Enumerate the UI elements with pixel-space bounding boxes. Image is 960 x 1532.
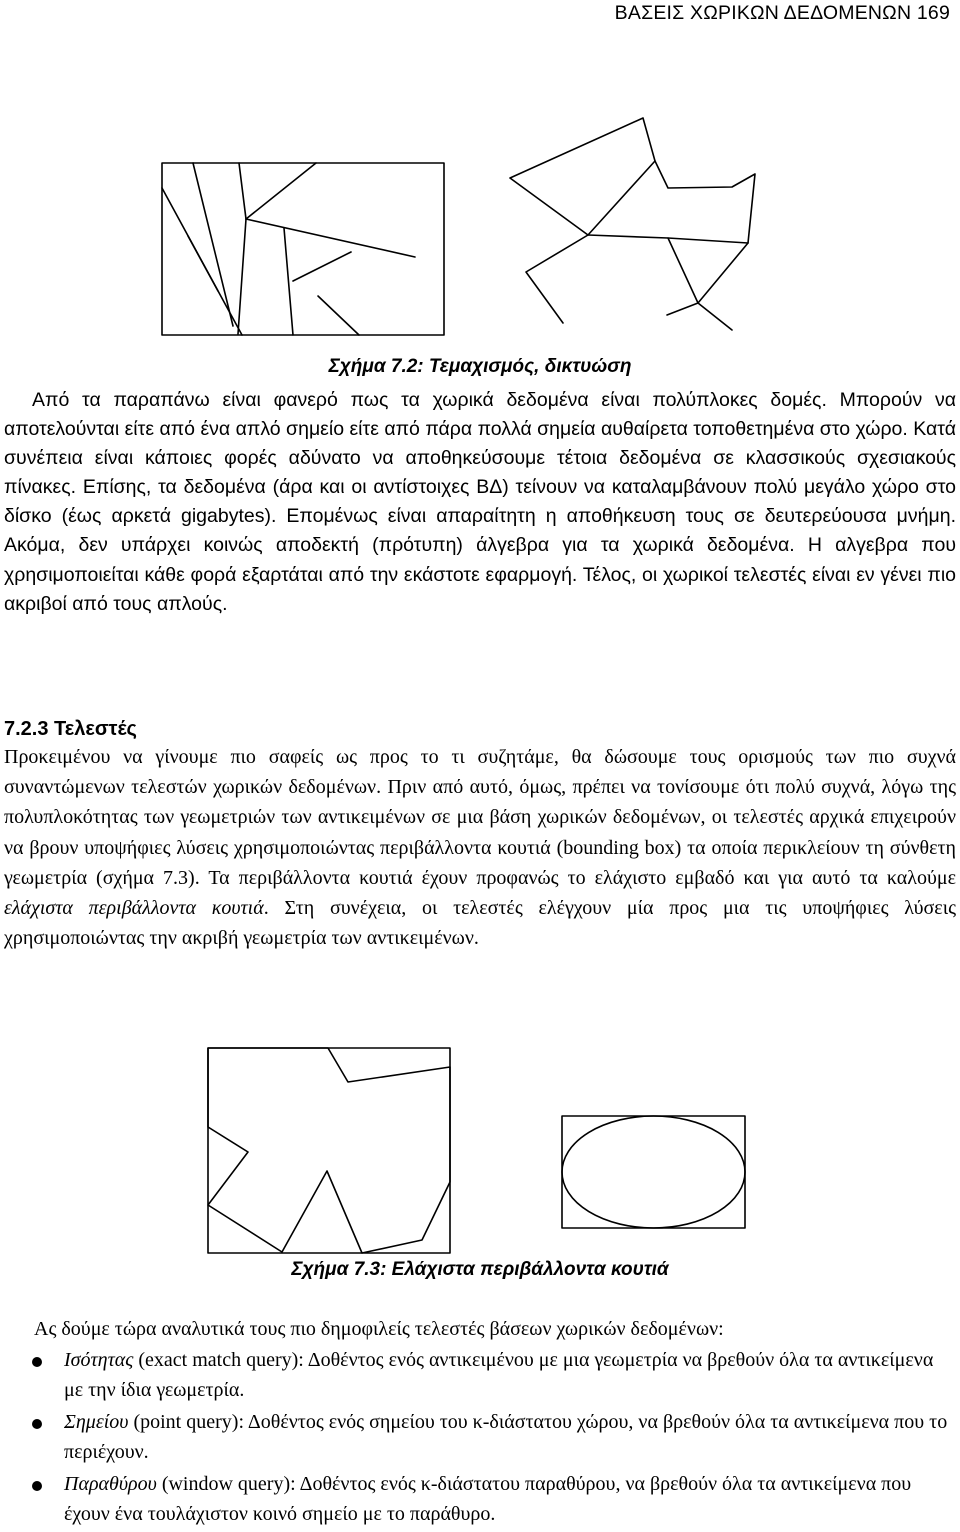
section-heading: 7.2.3 Τελεστές (4, 718, 137, 740)
operator-term: Σημείου (64, 1411, 129, 1433)
figure-7-3-drawing (196, 1032, 762, 1260)
figure-7-3-caption: Σχήμα 7.3: Ελάχιστα περιβάλλοντα κουτιά (291, 1259, 669, 1280)
running-header: ΒΑΣΕΙΣ ΧΩΡΙΚΩΝ ΔΕΔΟΜΕΝΩΝ 169 (614, 2, 950, 24)
bullet-icon (32, 1419, 42, 1429)
paragraph-2-text-b: . Στη συνέχεια, οι τελεστές ελέγχουν μία προς μια τις υποψήφιες λύσεις χρησιμοποιώντας την ακριβή γεωμετρία των αντικειμένων. (4, 897, 957, 950)
operator-term: Παραθύρου (64, 1473, 157, 1495)
list-item (0, 1408, 960, 1467)
figure-7-2 (150, 110, 810, 350)
figure-7-2-drawing (150, 110, 810, 350)
bullet-icon (32, 1481, 42, 1491)
intro-sentence: Ας δούμε τώρα αναλυτικά τους πιο δημοφιλείς τελεστές βάσεων χωρικών δεδομένων: (34, 1318, 724, 1340)
paragraph-2 (4, 742, 956, 953)
figure-7-2-caption: Σχήμα 7.2: Τεμαχισμός, δικτυώση (328, 356, 632, 377)
ellipse-in-bounding-box (562, 1116, 745, 1228)
partition-diagram (162, 163, 444, 335)
operator-definition: (exact match query): Δοθέντος ενός αντικειμένου με μια γεωμετρία να βρεθούν όλα τα αντικείμενα με την ίδια γεωμετρία. (64, 1349, 934, 1401)
list-item (0, 1470, 960, 1529)
paragraph-1 (4, 386, 956, 619)
list-item (0, 1346, 960, 1405)
operator-term: Ισότητας (64, 1349, 134, 1371)
paragraph-1-text: Από τα παραπάνω είναι φανερό πως τα χωρικά δεδομένα είναι πολύπλοκες δομές. Μπορούν να αποτελούνται είτε από ένα απλό σημείο είτε από πάρα πολλά σημεία αυθαίρετα τοποθετημένα στο χώρο. Κατά συνέπεια είναι κάποιες φορές αδύνατο να αποθηκεύσουμε τέτοια δεδομένα σε κλασσικούς σχεσιακούς πίνακες. Επίσης, τα δεδομένα (άρα και οι αντίστοιχες ΒΔ) τείνουν να καταλαμβάνουν πολύ μεγάλο χώρο στο δίσκο (έως αρκετά gigabytes). Επομένως είναι απαραίτητη η αποθήκευση τους σε δευτερεύουσα μνήμη. Ακόμα, δεν υπάρχει κοινώς αποδεκτή (πρότυπη) άλγεβρα για τα χωρικά δεδομένα. Η αλγεβρα που χρησιμοποιείται κάθε φορά εξαρτάται από την εκάστοτε εφαρμογή. Τέλος, οι χωρικοί τελεστές είναι εν γένει πιο ακριβοί από τους απλούς. (4, 389, 956, 615)
paragraph-2-text-a: Προκειμένου να γίνουμε πιο σαφείς ως προς το τι συζητάμε, θα δώσουμε τους ορισμούς των πιο συχνά συναντώμενων τελεστών χωρικών δεδομένων. Πριν από αυτό, όμως, πρέπει να τονίσουμε ότι πολύ συχνά, λόγω της πολυπλοκότητας των γεωμετριών των αντικειμένων σε μια βάση χωρικών δεδομένων, οι τελεστές αρχικά επιχειρούν να βρουν υποψήφιες λύσεις χρησιμοποιώντας περιβάλλοντα κουτιά (bounding box) τα οποία περικλείουν τη σύνθετη γεωμετρία (σχήμα 7.3). Τα περιβάλλοντα κουτιά έχουν προφανώς το ελάχιστο εμβαδό και για αυτό τα καλούμε (4, 746, 956, 889)
operator-list (0, 1346, 960, 1532)
paragraph-2-emphasis: ελάχιστα περιβάλλοντα κουτιά (4, 897, 264, 920)
polygon-in-bounding-box (208, 1048, 450, 1253)
network-diagram (510, 118, 755, 330)
operator-definition: (point query): Δοθέντος ενός σημείου του κ-διάστατου χώρου, να βρεθούν όλα τα αντικείμενα που το περιέχουν. (64, 1411, 948, 1463)
operator-definition: (window query): Δοθέντος ενός κ-διάστατου παραθύρου, να βρεθούν όλα τα αντικείμενα που έχουν ένα τουλάχιστον κοινό σημείο με το παράθυρο. (64, 1473, 912, 1525)
bullet-icon (32, 1357, 42, 1367)
figure-7-3 (196, 1032, 762, 1260)
